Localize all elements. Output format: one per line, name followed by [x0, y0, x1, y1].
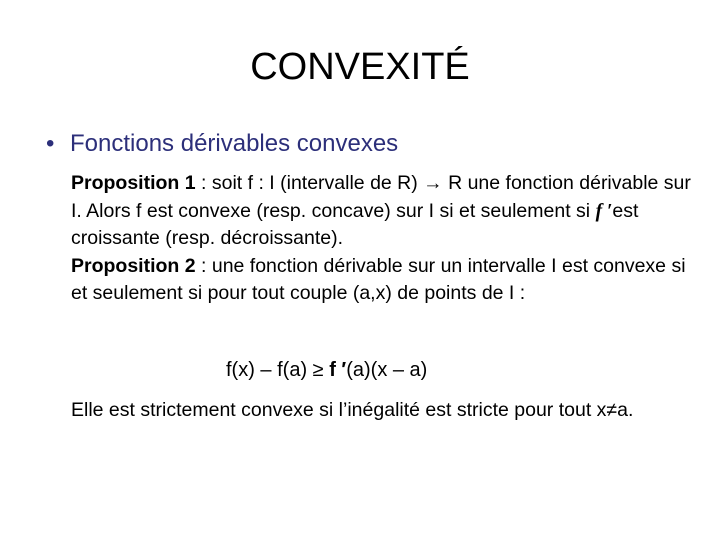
bullet-item	[46, 128, 398, 160]
proposition-1-fprime: f ′	[595, 200, 613, 222]
inequality-formula	[226, 356, 427, 384]
conclusion-text-block	[71, 397, 691, 425]
proposition-2-text: : une fonction dérivable sur un intervalle I est convexe si et seulement si pour tout couple (a,x) de points de I :	[71, 254, 686, 304]
formula-rhs: (a)(x – a)	[346, 359, 428, 381]
slide-title: CONVEXITÉ	[250, 46, 470, 88]
conclusion-text: Elle est strictement convexe si l’inégalité est stricte pour tout x≠a.	[71, 399, 634, 421]
proposition-1-text-b: est croissante (resp. décroissante).	[71, 199, 639, 249]
proposition-1-label: Proposition 1	[71, 172, 196, 194]
proposition-2	[71, 253, 691, 308]
proposition-1-text-a: : soit f : I (intervalle de R) → R une fonction dérivable sur I. Alors f est convexe (resp. concave) sur I si et seulement si	[71, 172, 691, 222]
formula-lhs: f(x) – f(a) ≥	[226, 359, 330, 381]
formula-fprime: f ′	[329, 359, 347, 381]
proposition-1	[71, 170, 691, 253]
propositions-body	[71, 170, 691, 308]
bullet-text: Fonctions dérivables convexes	[70, 130, 399, 157]
proposition-2-label: Proposition 2	[71, 254, 196, 277]
bullet-marker: •	[46, 130, 55, 157]
